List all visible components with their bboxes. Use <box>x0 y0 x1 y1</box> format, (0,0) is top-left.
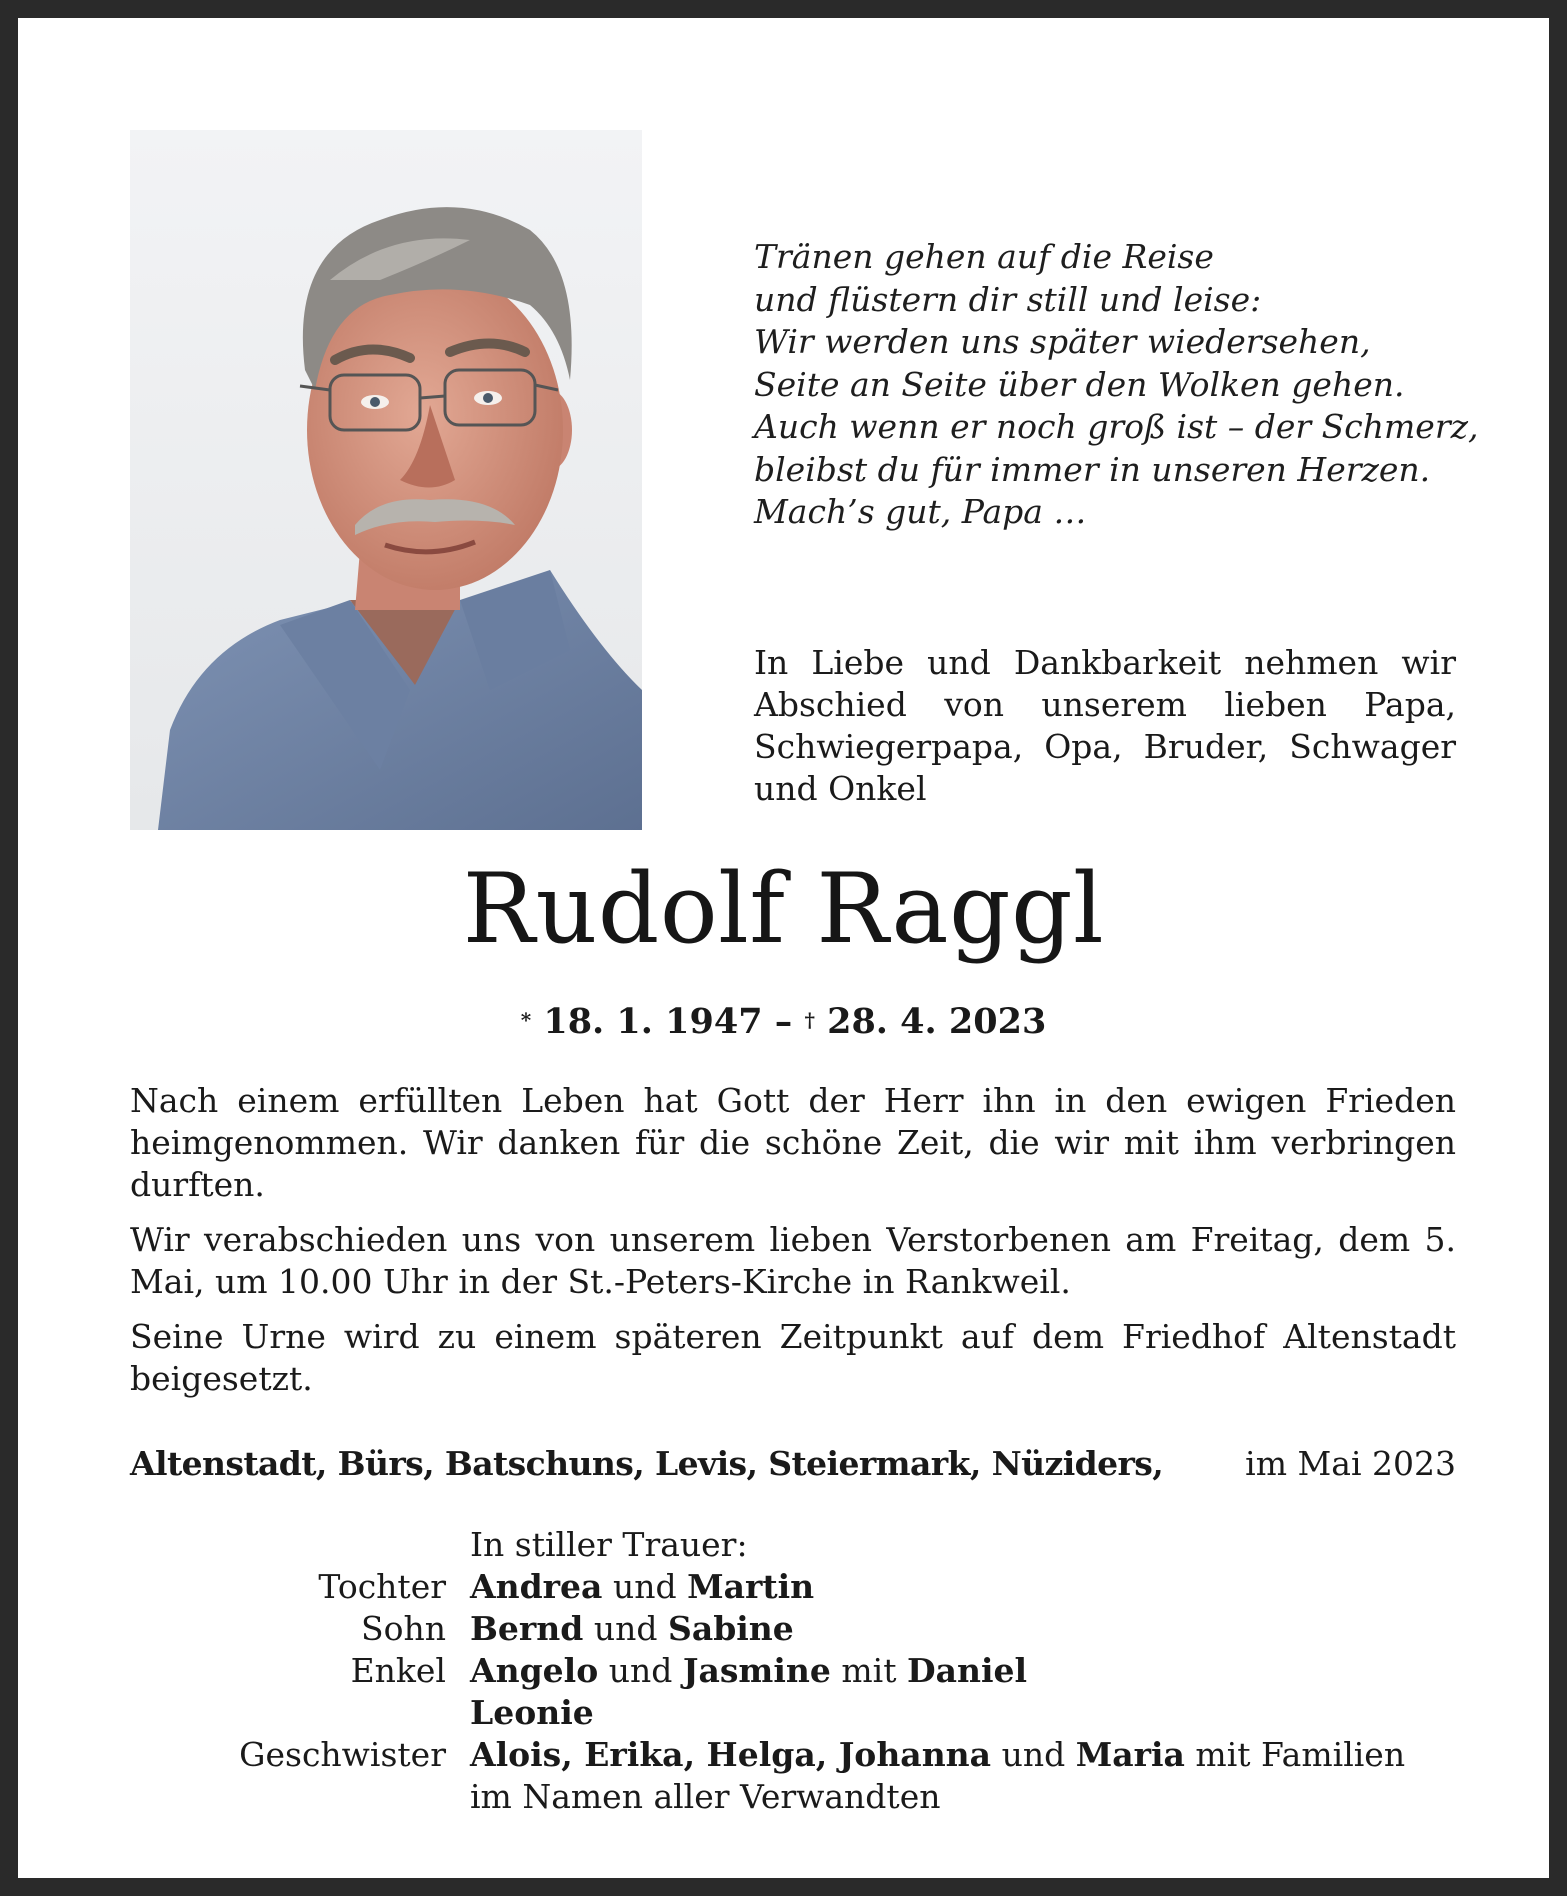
mourner-row-enkel-cont <box>130 1692 1456 1734</box>
relation-label: Geschwister <box>239 1735 446 1774</box>
mourner-name: Leonie <box>470 1693 594 1732</box>
birth-symbol: * <box>520 1008 532 1032</box>
relation-label: Sohn <box>361 1609 446 1648</box>
poem-line: Wir werden uns später wiedersehen, <box>754 322 1371 361</box>
mourner-name: Sabine <box>667 1609 794 1648</box>
mourner-row-sohn: Sohn Bernd und Sabine <box>130 1608 1456 1650</box>
mourner-row-enkel: Enkel Angelo und Jasmine mit Daniel <box>130 1650 1456 1692</box>
mourner-row-geschwister: Geschwister Alois, Erika, Helga, Johanna und Maria mit Familien <box>130 1734 1456 1776</box>
mourner-name: Maria <box>1075 1735 1185 1774</box>
place-and-date <box>130 1443 1456 1485</box>
portrait-photo <box>130 130 642 830</box>
birth-date: 18. 1. 1947 <box>543 1001 763 1042</box>
deceased-name: Rudolf Raggl <box>462 853 1105 965</box>
towns: Altenstadt, Bürs, Batschuns, Levis, Steiermark, Nüziders, <box>130 1444 1164 1483</box>
poem-line: Mach’s gut, Papa … <box>754 492 1087 531</box>
obituary-page <box>18 18 1549 1878</box>
body-paragraph: Nach einem erfüllten Leben hat Gott der Herr ihn in den ewigen Frieden heimgenommen. Wir danken für die schöne Zeit, die wir mit ihm verbringen durften. <box>130 1081 1456 1204</box>
mourners-list <box>130 1524 1456 1818</box>
mourner-name: Alois, Erika, Helga, Johanna <box>470 1735 992 1774</box>
poem-line: bleibst du für immer in unseren Herzen. <box>754 449 1431 489</box>
mourners-closing: im Namen aller Verwandten <box>470 1777 941 1816</box>
mourner-name: Martin <box>687 1567 815 1606</box>
life-dates <box>18 1000 1549 1044</box>
poem <box>754 236 1479 534</box>
mourners-closing-row <box>130 1776 1456 1818</box>
poem-line: Auch wenn er noch groß ist – der Schmerz, <box>754 407 1479 446</box>
relation-label: Tochter <box>318 1567 446 1606</box>
poem-line: Seite an Seite über den Wolken gehen. <box>754 364 1405 404</box>
mourner-row-tochter: Tochter Andrea und Martin <box>130 1566 1456 1608</box>
mourner-name: Angelo <box>470 1651 599 1690</box>
death-date: 28. 4. 2023 <box>827 1001 1047 1042</box>
date-separator: – <box>774 1001 793 1042</box>
body-paragraph: Wir verabschieden uns von unserem lieben Verstorbenen am Freitag, dem 5. Mai, um 10.00 Uhr in der St.-Peters-Kirche in Rankweil. <box>130 1220 1456 1301</box>
obituary-body <box>130 1080 1456 1413</box>
body-paragraph: Seine Urne wird zu einem späteren Zeitpunkt auf dem Friedhof Altenstadt beigesetzt. <box>130 1317 1456 1398</box>
mourners-heading: In stiller Trauer: <box>470 1525 748 1564</box>
mourner-name: Andrea <box>470 1567 603 1606</box>
relation-label: Enkel <box>350 1651 446 1690</box>
mourner-name: Jasmine <box>682 1651 831 1690</box>
death-symbol: † <box>804 1008 815 1032</box>
mourner-name: Daniel <box>907 1651 1028 1690</box>
date-note: im Mai 2023 <box>1245 1444 1456 1483</box>
poem-line: und flüstern dir still und leise: <box>754 279 1262 319</box>
poem-line: Tränen gehen auf die Reise <box>754 237 1214 276</box>
mourner-name: Bernd <box>470 1609 584 1648</box>
intro-text: In Liebe und Dankbarkeit nehmen wir Abschied von unserem lieben Papa, Schwiegerpapa, Opa, Bruder, Schwager und Onkel <box>754 643 1456 808</box>
portrait-icon <box>130 130 642 830</box>
mourners-heading-row <box>130 1524 1456 1566</box>
